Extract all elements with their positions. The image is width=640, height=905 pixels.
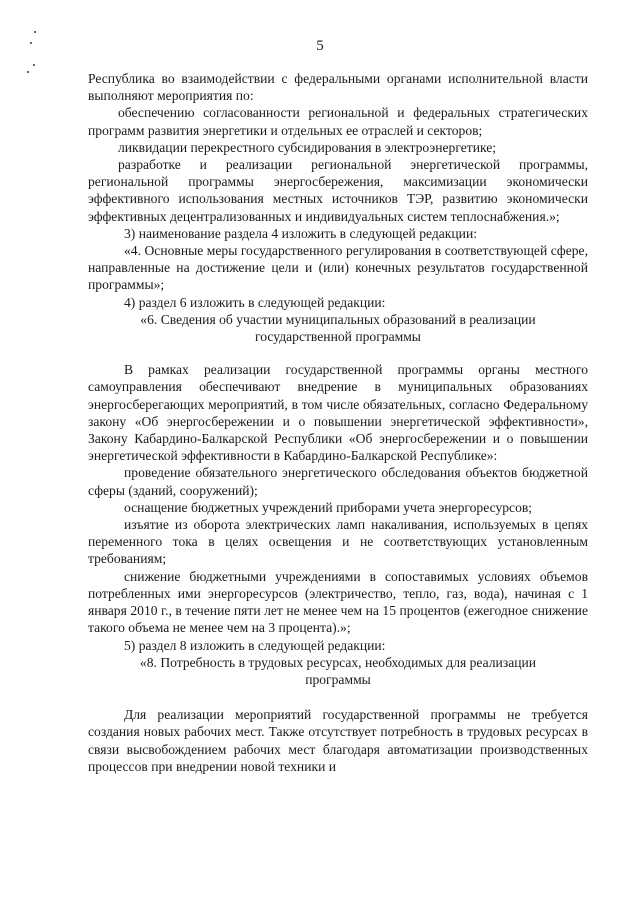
paragraph: разработке и реализации региональной энергетической программы, региональной программы энергосбережения, максимизации экономически эффективного использования местных источников ТЭР, развитию экономически эффективных децентрализованных и индивидуальных систем теплоснабжения.»; [88,157,588,224]
paragraph: 4) раздел 6 изложить в следующей редакции: [124,294,386,310]
paragraph: оснащение бюджетных учреждений приборами учета энергоресурсов; [124,499,533,515]
paragraph: В рамках реализации государственной программы органы местного самоуправления обеспечивают внедрение в муниципальных образованиях энергосберегающих мероприятий, в том числе обязательных, согласно Федеральному закону «Об энергосбережении и о повышении энергетической эффективности», Закону Кабардино-Балкарской Республики «Об энергосбережении и о повышении энергетической эффективности в Кабардино-Балкарской Республике»: [88,362,588,464]
section-heading: «8. Потребность в трудовых ресурсах, необходимых для реализации [139,654,537,670]
page-number: 5 [316,38,324,54]
section-heading: программы [305,671,371,687]
spacer [88,345,588,361]
paragraph: обеспечению согласованности региональной и федеральных стратегических программ развития энергетики и отдельных ее отраслей и секторов; [88,105,588,138]
paragraph: ликвидации перекрестного субсидирования в электроэнергетике; [118,139,497,155]
paragraph: Для реализации мероприятий государственной программы не требуется создания новых рабочих мест. Также отсутствует потребность в трудовых ресурсах в связи высвобождением рабочих мест благодаря автоматизации производственных процессов при внедрении новой техники и [88,707,588,774]
paragraph: проведение обязательного энергетического обследования объектов бюджетной сферы (зданий, сооружений); [88,465,588,498]
spacer [88,688,588,706]
document-body [88,70,588,775]
paragraph: 5) раздел 8 изложить в следующей редакции: [124,637,386,653]
scan-speck [34,31,36,33]
scan-speck [27,71,29,73]
paragraph: изъятие из оборота электрических ламп накаливания, используемых в цепях переменного тока в целях освещения и не соответствующих установленным требованиям; [88,517,588,567]
paragraph: снижение бюджетными учреждениями в сопоставимых условиях объемов потребленных ими энергоресурсов (электричество, тепло, газ, вода), начиная с 1 января 2010 г., в течение пяти лет не менее чем на 15 процентов (ежегодное снижение такого объема не менее чем на 3 процента).»; [88,568,588,636]
paragraph: Республика во взаимодействии с федеральными органами исполнительной власти выполняют мероприятия по: [88,71,588,104]
scan-speck [33,64,35,66]
section-heading: «6. Сведения об участии муниципальных образований в реализации [140,311,536,327]
paragraph: 3) наименование раздела 4 изложить в следующей редакции: [124,225,478,241]
section-heading: государственной программы [255,329,421,345]
paragraph: «4. Основные меры государственного регулирования в соответствующей сфере, направленные на достижение цели и (или) конечных результатов государственной программы»; [88,243,588,293]
